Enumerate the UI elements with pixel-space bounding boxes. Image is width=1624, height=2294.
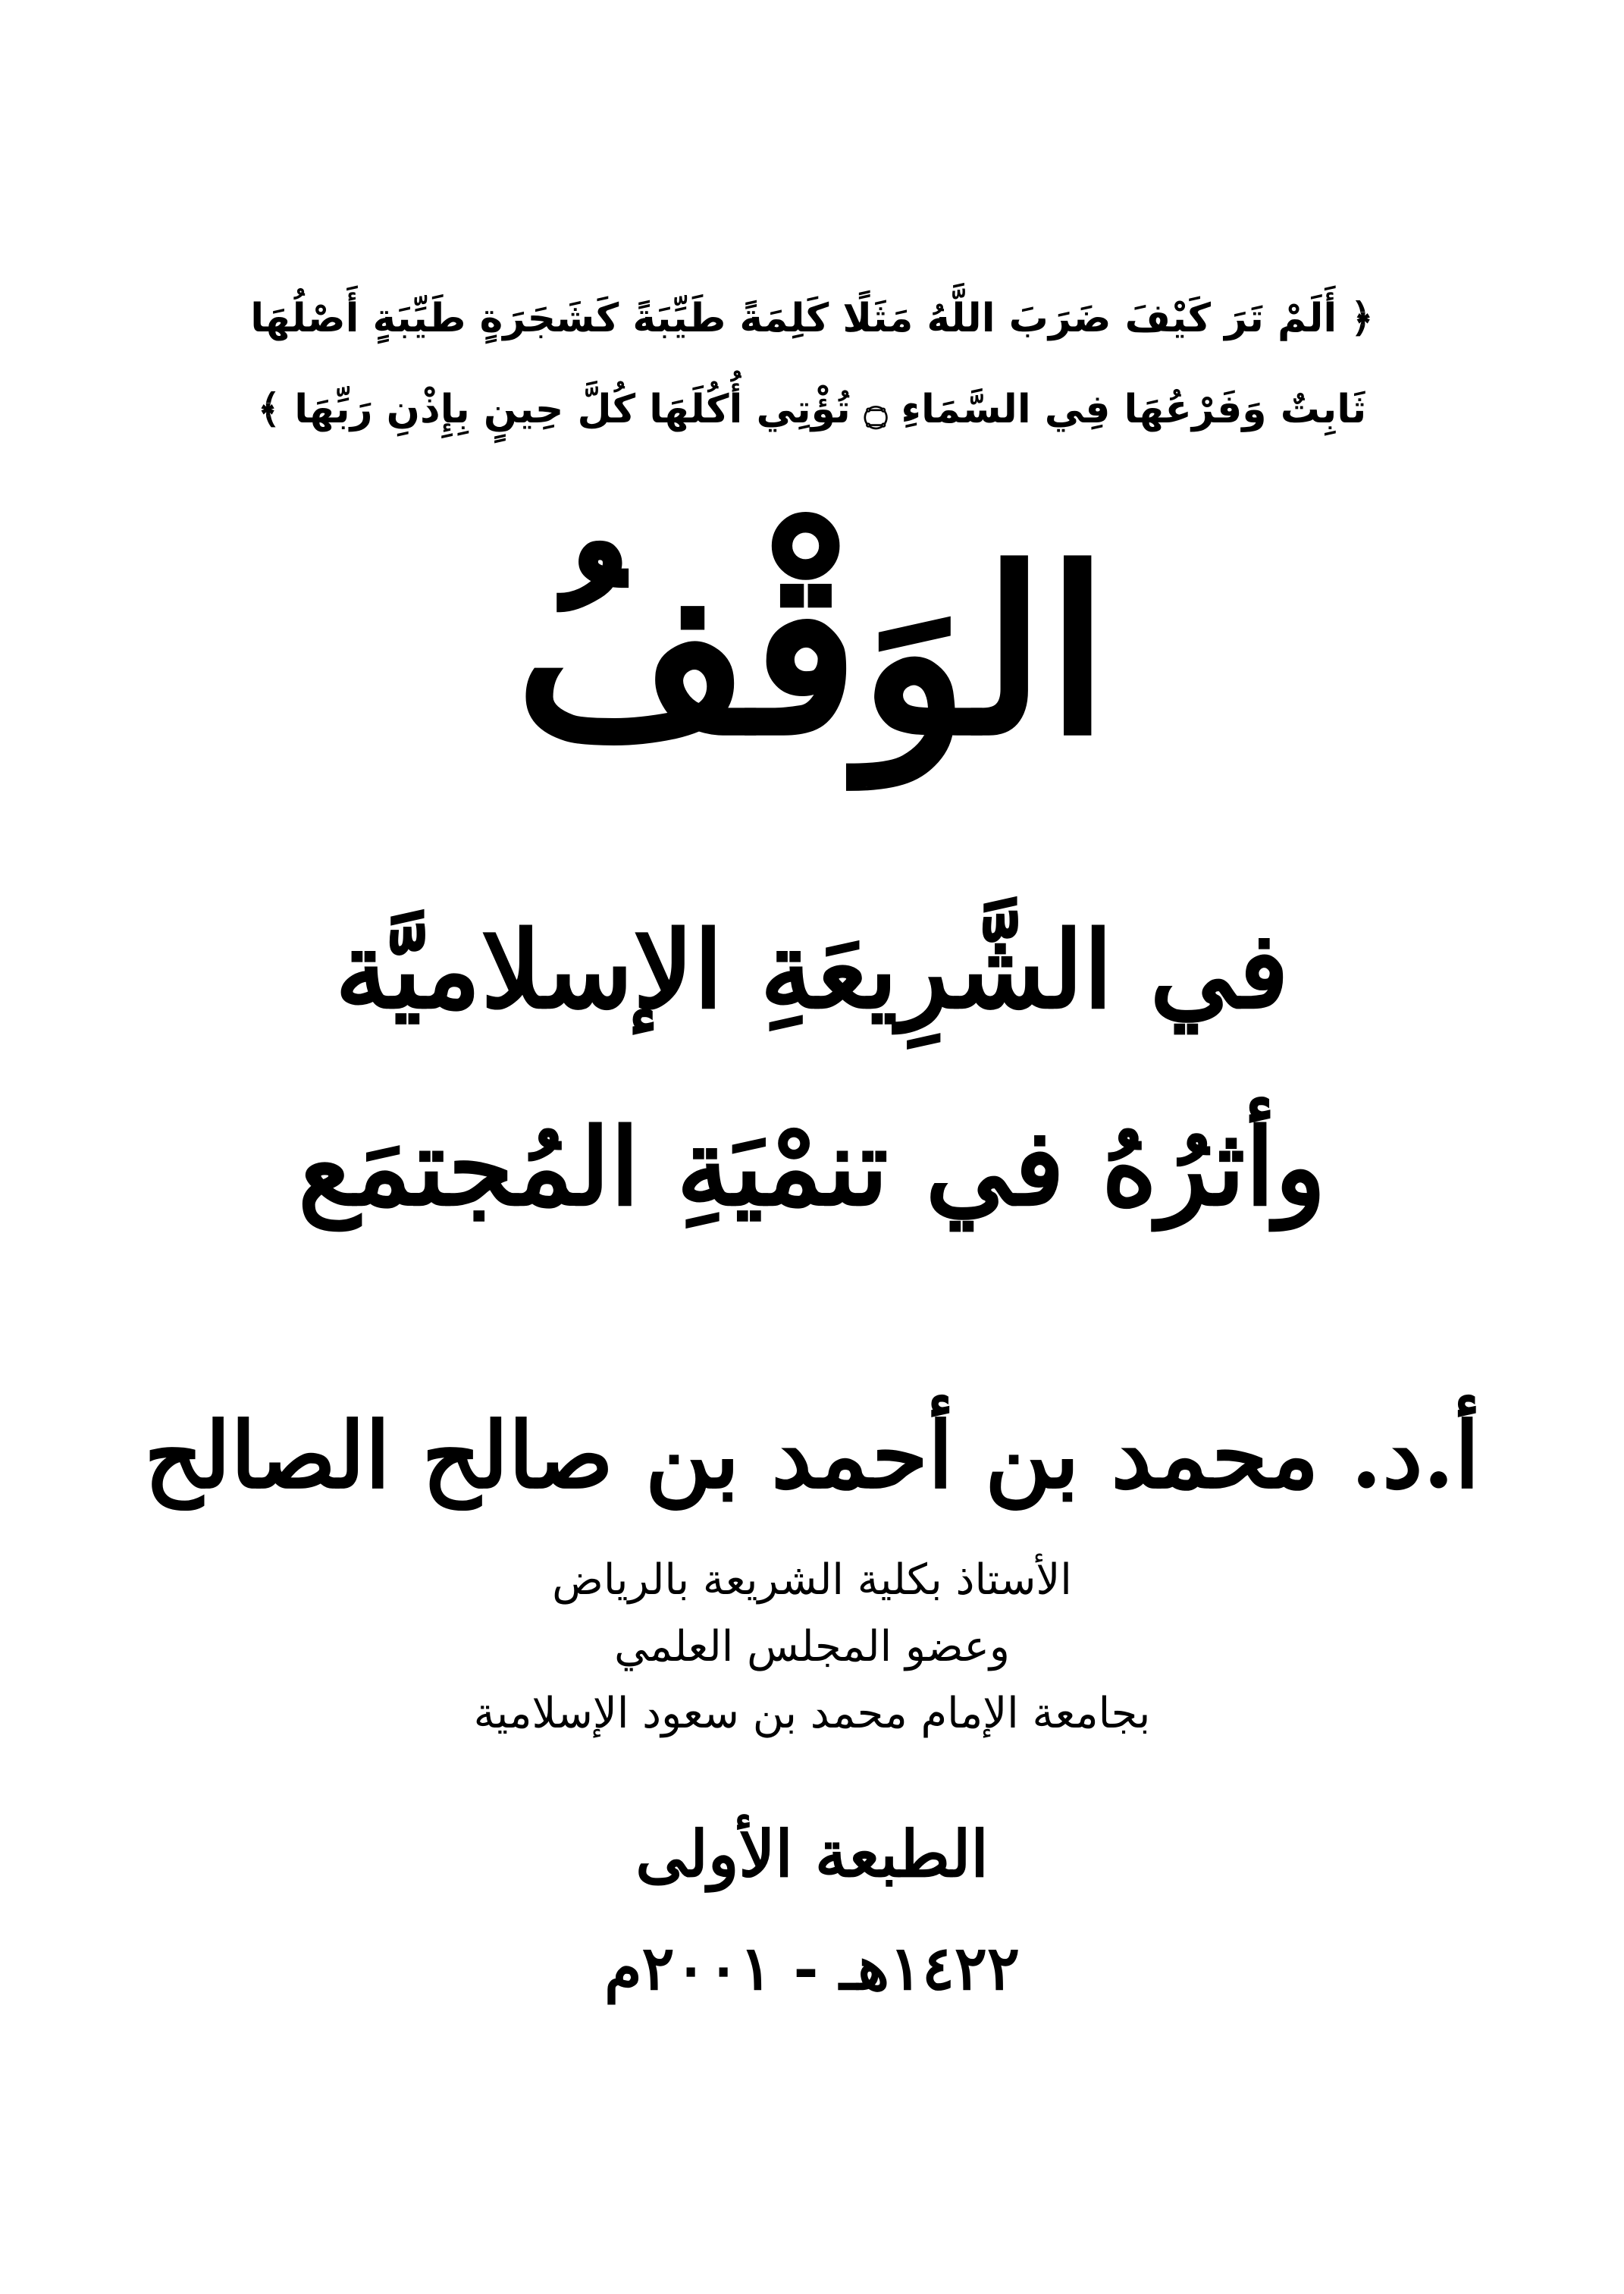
verse-line-1: ﴿ أَلَمْ تَرَ كَيْفَ ضَرَبَ اللَّهُ مَثَلًا كَلِمَةً طَيِّبَةً كَشَجَرَةٍ طَيِّبَةٍ أَصْلُهَا [250, 296, 1374, 341]
verse-line-2: ثَابِتٌ وَفَرْعُهَا فِي السَّمَاءِ ۝ تُؤْتِي أُكُلَهَا كُلَّ حِينٍ بِإِذْنِ رَبِّهَا ﴾ [257, 387, 1367, 432]
affiliation-line-1: الأستاذ بكلية الشريعة بالرياض [552, 1555, 1072, 1605]
quran-verse [0, 273, 1624, 455]
subtitle-line-2: وأثرُهُ في تنمْيَةِ المُجتمَع [298, 1106, 1326, 1230]
author-name: أ.د. محمد بن أحمد بن صالح الصالح [144, 1402, 1480, 1509]
affiliation-line-2: وعضو المجلس العلمي [614, 1622, 1010, 1671]
book-title-main: الوَقْفُ [515, 518, 1109, 786]
affiliation-line-3: بجامعة الإمام محمد بن سعود الإسلامية [473, 1689, 1151, 1738]
edition-date: ١٤٢٢هـ - ٢٠٠١م [604, 1932, 1020, 2004]
author-affiliation [0, 1547, 1624, 1747]
subtitle-line-1: في الشَّرِيعَةِ الإسلاميَّة [334, 908, 1290, 1033]
book-subtitle [0, 872, 1624, 1266]
edition-label: الطبعة الأولى [635, 1816, 989, 1891]
